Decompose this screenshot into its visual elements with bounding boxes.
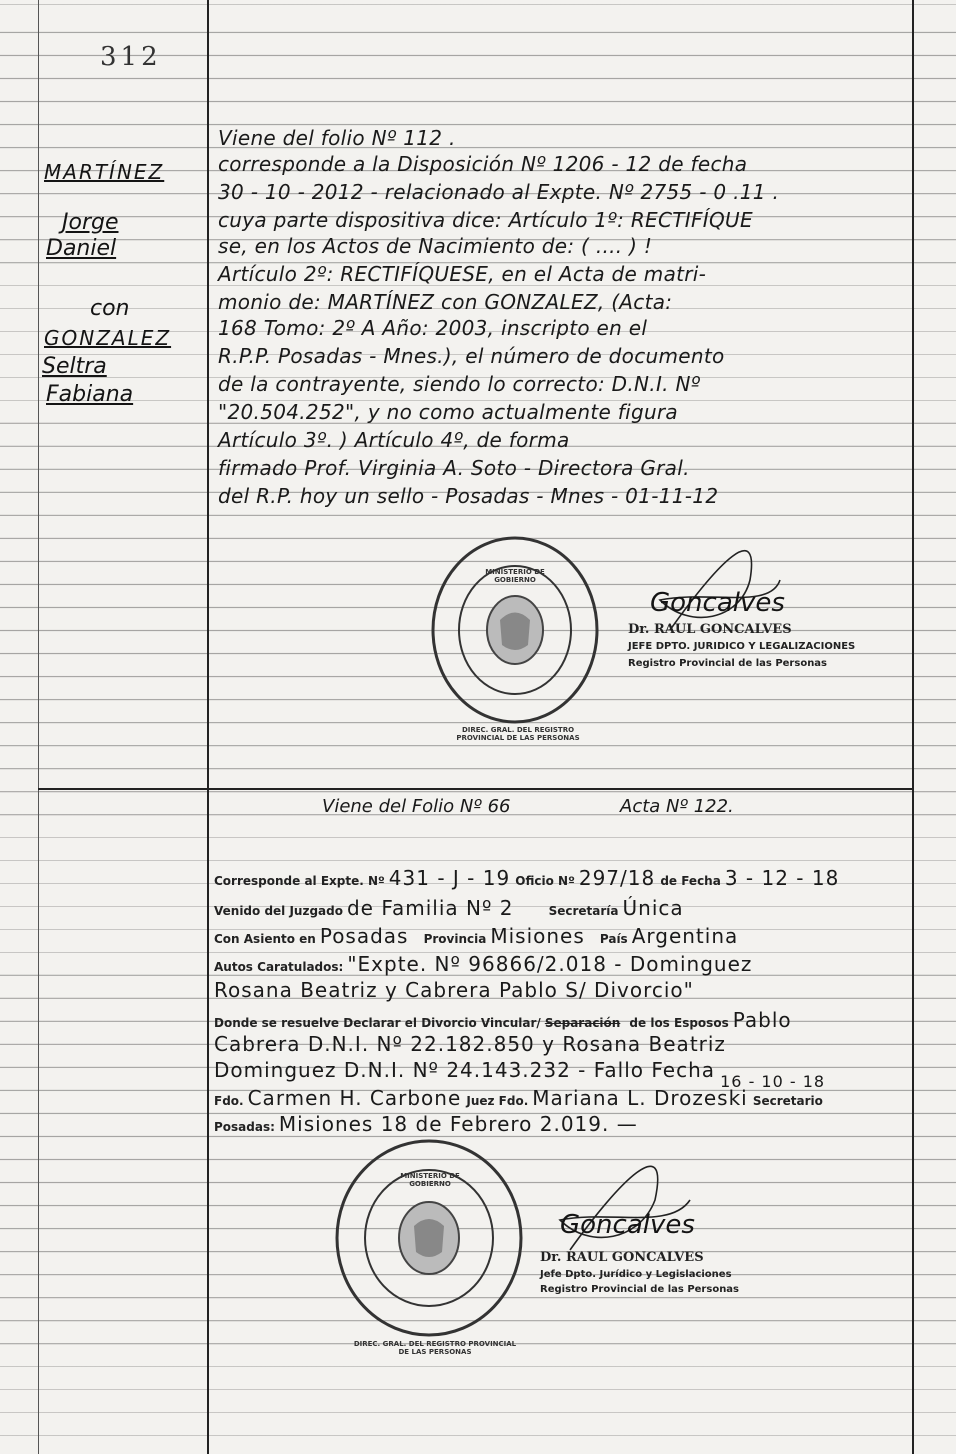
official-seal-one bbox=[430, 535, 600, 725]
form-value: 431 - J - 19 bbox=[388, 866, 511, 890]
margin-first-name: Jorge bbox=[62, 210, 119, 235]
entry-two-acta: Acta Nº 122. bbox=[620, 796, 734, 817]
seal-one-inner-text: MINISTERIO DE GOBIERNO bbox=[485, 568, 545, 584]
margin-spouse-first: Seltra bbox=[42, 354, 107, 379]
entry-line: Artículo 2º: RECTIFÍQUESE, en el Acta de matri- bbox=[218, 262, 707, 286]
form-value: Pablo bbox=[732, 1008, 792, 1032]
margin-spouse-surname: GONZALEZ bbox=[44, 326, 172, 350]
entry-line: de la contrayente, siendo lo correcto: D.N.I. Nº bbox=[218, 372, 701, 396]
form-row-expediente bbox=[214, 866, 839, 890]
form-label: Autos Caratulados: bbox=[214, 960, 344, 974]
signature-two-name: Dr. RAUL GONCALVES bbox=[540, 1250, 704, 1265]
form-value: Rosana Beatriz y Cabrera Pablo S/ Divorcio" bbox=[214, 978, 694, 1002]
form-value: Argentina bbox=[631, 924, 739, 948]
official-seal-two bbox=[334, 1138, 524, 1338]
entry-line: 168 Tomo: 2º A Año: 2003, inscripto en el bbox=[218, 316, 648, 340]
form-value: Dominguez D.N.I. Nº 24.143.232 - Fallo Fecha bbox=[214, 1058, 716, 1082]
margin-divider bbox=[207, 0, 209, 1454]
signature-one-scribble: Goncalves bbox=[650, 588, 785, 618]
margin-surname: MARTÍNEZ bbox=[44, 160, 165, 184]
signature-two-org: Registro Provincial de las Personas bbox=[540, 1284, 740, 1295]
form-value: Misiones bbox=[490, 924, 585, 948]
form-label: Donde se resuelve Declarar el Divorcio Vincular/ bbox=[214, 1016, 541, 1030]
form-label: Secretaría bbox=[548, 904, 619, 918]
margin-spouse-second: Fabiana bbox=[46, 382, 134, 407]
form-row-resuelve bbox=[214, 1008, 792, 1032]
form-label: Oficio Nº bbox=[515, 874, 575, 888]
page-number: 312 bbox=[100, 42, 162, 72]
seal-two-inner-text: MINISTERIO DE GOBIERNO bbox=[400, 1172, 460, 1188]
entry-line: del R.P. hoy un sello - Posadas - Mnes - 01-11-12 bbox=[218, 484, 719, 508]
entry-line: "20.504.252", y no como actualmente figura bbox=[218, 400, 678, 424]
margin-con: con bbox=[90, 296, 130, 321]
seal-one-ring-text: DIREC. GRAL. DEL REGISTRO PROVINCIAL DE LAS PERSONAS bbox=[456, 726, 580, 742]
form-label: Con Asiento en bbox=[214, 932, 316, 946]
form-label: Fdo. bbox=[214, 1094, 244, 1108]
signature-one-org: Registro Provincial de las Personas bbox=[628, 658, 828, 669]
right-border bbox=[912, 0, 914, 1454]
form-row-firmas bbox=[214, 1086, 827, 1110]
form-label: de los Esposos bbox=[629, 1016, 729, 1030]
signature-one-block bbox=[628, 622, 855, 669]
form-label: Venido del Juzgado bbox=[214, 904, 343, 918]
form-label: Provincia bbox=[423, 932, 487, 946]
entry-two-viene: Viene del Folio Nº 66 bbox=[322, 796, 511, 817]
signature-one-title: JEFE DPTO. JURIDICO Y LEGALIZACIONES bbox=[628, 641, 856, 652]
entry-line: monio de: MARTÍNEZ con GONZALEZ, (Acta: bbox=[218, 290, 673, 314]
signature-two-flourish bbox=[540, 1130, 700, 1260]
entry-line: firmado Prof. Virginia A. Soto - Directora Gral. bbox=[218, 456, 690, 480]
form-row-autos-cont bbox=[214, 978, 694, 1002]
form-row-fallo bbox=[214, 1058, 826, 1091]
signature-two-scribble: Goncalves bbox=[560, 1210, 695, 1240]
form-row-juzgado bbox=[214, 896, 684, 920]
form-value: "Expte. Nº 96866/2.018 - Dominguez bbox=[347, 952, 753, 976]
form-value: Posadas bbox=[319, 924, 409, 948]
form-label: Posadas: bbox=[214, 1120, 275, 1134]
form-row-asiento bbox=[214, 924, 738, 948]
form-value: Carmen H. Carbone bbox=[247, 1086, 462, 1110]
form-value: Cabrera D.N.I. Nº 22.182.850 y Rosana Beatriz bbox=[214, 1032, 726, 1056]
signature-two-title: Jefe Dpto. Jurídico y Legislaciones bbox=[540, 1269, 732, 1280]
form-value: Única bbox=[622, 896, 684, 920]
form-label: Secretario bbox=[752, 1094, 823, 1108]
entry-line: Viene del folio Nº 112 . bbox=[218, 126, 456, 150]
form-struck-value: Separación bbox=[544, 1016, 621, 1030]
form-value: de Familia Nº 2 bbox=[346, 896, 514, 920]
form-value: Mariana L. Drozeski bbox=[532, 1086, 748, 1110]
form-row-spouses bbox=[214, 1032, 726, 1056]
form-label: Corresponde al Expte. Nº bbox=[214, 874, 385, 888]
form-label: Juez Fdo. bbox=[466, 1094, 529, 1108]
margin-middle-name: Daniel bbox=[46, 236, 117, 261]
form-label: País bbox=[599, 932, 628, 946]
form-label: de Fecha bbox=[660, 874, 721, 888]
entry-separator bbox=[38, 788, 912, 790]
entry-line: se, en los Actos de Nacimiento de: ( .... ) ! bbox=[218, 234, 653, 258]
entry-line: 30 - 10 - 2012 - relacionado al Expte. Nº 2755 - 0 .11 . bbox=[218, 180, 780, 204]
left-border bbox=[38, 0, 39, 1454]
entry-line: cuya parte dispositiva dice: Artículo 1º: RECTIFÍQUE bbox=[218, 208, 753, 232]
entry-line: corresponde a la Disposición Nº 1206 - 12 de fecha bbox=[218, 152, 748, 176]
entry-line: Artículo 3º. ) Artículo 4º, de forma bbox=[218, 428, 570, 452]
form-row-autos bbox=[214, 952, 752, 976]
form-value-fallo-date: 16 - 10 - 18 bbox=[720, 1072, 826, 1091]
signature-two-block bbox=[540, 1250, 739, 1295]
seal-two-ring-text: DIREC. GRAL. DEL REGISTRO PROVINCIAL DE LAS PERSONAS bbox=[353, 1340, 517, 1356]
entry-line: R.P.P. Posadas - Mnes.), el número de documento bbox=[218, 344, 725, 368]
form-value: Misiones 18 de Febrero 2.019. — bbox=[278, 1112, 638, 1136]
form-value: 3 - 12 - 18 bbox=[724, 866, 840, 890]
form-value: 297/18 bbox=[578, 866, 656, 890]
signature-one-name: Dr. RAUL GONCALVES bbox=[628, 622, 792, 637]
